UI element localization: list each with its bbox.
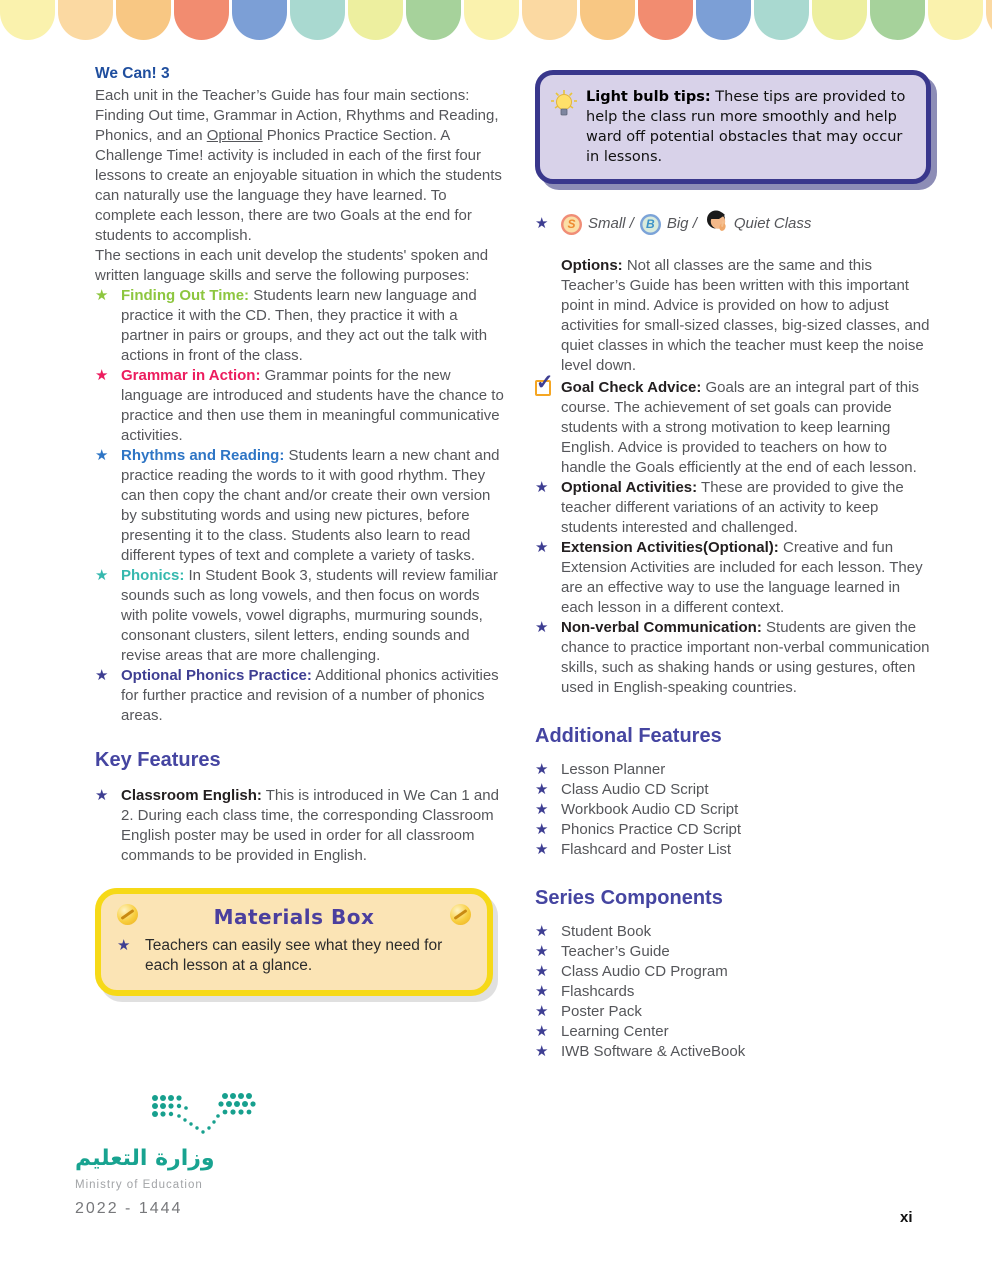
ministry-of-education-logo bbox=[75, 1092, 305, 1219]
scallop-shape bbox=[928, 0, 983, 40]
small-class-icon: S bbox=[561, 214, 582, 235]
star-icon: ★ bbox=[95, 367, 109, 384]
bullet-label: Non-verbal Communication: bbox=[561, 619, 762, 636]
star-icon: ★ bbox=[535, 1043, 549, 1060]
list-item bbox=[535, 800, 933, 820]
star-icon: ★ bbox=[95, 667, 109, 684]
list-item bbox=[535, 760, 933, 780]
section-label: Rhythms and Reading: bbox=[121, 447, 285, 464]
list-item bbox=[535, 478, 933, 538]
component-item-text: IWB Software & ActiveBook bbox=[561, 1043, 746, 1060]
component-item-text: Student Book bbox=[561, 923, 652, 940]
moe-logo-dots-icon bbox=[125, 1092, 265, 1140]
small-class-label: Small / bbox=[588, 215, 634, 232]
star-icon: ★ bbox=[117, 937, 131, 954]
star-icon: ★ bbox=[535, 943, 549, 960]
page-number: xi bbox=[900, 1209, 913, 1226]
bullet-text: Students are given the chance to practice important non-verbal communication skills, such as shaking hands or using gestures, often used in English-speaking countries. bbox=[561, 619, 930, 696]
left-column bbox=[95, 64, 507, 1062]
list-item bbox=[95, 286, 507, 366]
ministry-english-name: Ministry of Education bbox=[75, 1179, 203, 1191]
list-item bbox=[535, 942, 933, 962]
page-title: We Can! 3 bbox=[95, 65, 170, 82]
quiet-class-label: Quiet Class bbox=[733, 215, 812, 232]
bullet-text: Creative and fun Extension Activities are included for each lesson. They are an effective way to use the language learned in each lesson in a different context. bbox=[561, 539, 923, 616]
feature-item-text: Lesson Planner bbox=[561, 761, 666, 778]
feature-item-text: Workbook Audio CD Script bbox=[561, 801, 739, 818]
materials-box-title: Materials Box bbox=[213, 905, 375, 929]
section-label: Optional Phonics Practice: bbox=[121, 667, 312, 684]
checkbox-check-icon: ✓ bbox=[536, 371, 554, 394]
tips-label: Light bulb tips: bbox=[586, 89, 711, 105]
top-scallop-border bbox=[0, 0, 992, 44]
light-bulb-icon bbox=[550, 87, 580, 167]
section-label: Phonics: bbox=[121, 567, 185, 584]
section-text: Additional phonics activities for further practice and revision of a number of phonics areas. bbox=[121, 667, 499, 724]
tips-text: These tips are provided to help the class run more smoothly and help ward off potential obstacles that may occur in lessons. bbox=[586, 89, 906, 165]
star-icon: ★ bbox=[535, 1003, 549, 1020]
big-class-icon: B bbox=[640, 214, 661, 235]
options-label: Options: bbox=[561, 257, 623, 274]
scallop-shape bbox=[406, 0, 461, 40]
right-bullets-list bbox=[535, 478, 933, 698]
star-icon: ★ bbox=[95, 447, 109, 464]
series-components-heading: Series Components bbox=[535, 887, 723, 909]
list-item bbox=[95, 786, 507, 866]
scallop-shape bbox=[870, 0, 925, 40]
intro-text-3: The sections in each unit develop the students' spoken and written language skills and serve the following purposes: bbox=[95, 247, 489, 284]
feature-item-text: Class Audio CD Script bbox=[561, 781, 709, 798]
list-item bbox=[535, 618, 933, 698]
list-item bbox=[535, 962, 933, 982]
section-label: Grammar in Action: bbox=[121, 367, 261, 384]
right-column bbox=[535, 64, 933, 1062]
bullet-label: Optional Activities: bbox=[561, 479, 698, 496]
star-icon: ★ bbox=[535, 821, 549, 838]
big-class-label: Big / bbox=[666, 215, 697, 232]
star-icon: ★ bbox=[535, 963, 549, 980]
scallop-shape bbox=[0, 0, 55, 40]
scallop-shape bbox=[290, 0, 345, 40]
star-icon: ★ bbox=[535, 983, 549, 1000]
list-item bbox=[535, 538, 933, 618]
component-item-text: Flashcards bbox=[561, 983, 635, 1000]
screw-icon bbox=[450, 904, 471, 925]
list-item bbox=[535, 922, 933, 942]
section-label: Finding Out Time: bbox=[121, 287, 250, 304]
scallop-shape bbox=[580, 0, 635, 40]
feature-text: This is introduced in We Can 1 and 2. During each class time, the corresponding Classroom English poster may be used in order for all classroom commands to be provided in English. bbox=[121, 787, 499, 864]
star-icon: ★ bbox=[535, 761, 549, 778]
list-item bbox=[535, 982, 933, 1002]
component-item-text: Poster Pack bbox=[561, 1003, 642, 1020]
key-features-list bbox=[95, 786, 507, 866]
series-components-list bbox=[535, 922, 933, 1062]
list-item bbox=[535, 1042, 933, 1062]
section-text: In Student Book 3, students will review familiar sounds such as long vowels, and then focus on words with polite vowels, vowel digraphs, murmuring sounds, consonant clusters, silent letters, ending sounds and revise areas that are more challenging. bbox=[121, 567, 498, 664]
list-item bbox=[95, 566, 507, 666]
star-icon: ★ bbox=[95, 567, 109, 584]
section-text: Students learn new language and practice it with the CD. Then, they practice it with a partner in pairs or groups, and they act out the talk with actions in front of the class. bbox=[121, 287, 488, 364]
goal-check-label: Goal Check Advice: bbox=[561, 379, 702, 396]
quiet-class-icon bbox=[705, 210, 729, 238]
section-text: Grammar points for the new language are introduced and students have the chance to practice and then use them in meaningful communicative activities. bbox=[121, 367, 504, 444]
scallop-shape bbox=[696, 0, 751, 40]
intro-paragraph bbox=[95, 86, 507, 286]
bullet-label: Extension Activities(Optional): bbox=[561, 539, 779, 556]
star-icon: ★ bbox=[535, 215, 549, 232]
unit-sections-list bbox=[95, 286, 507, 726]
star-icon: ★ bbox=[535, 841, 549, 858]
intro-text-1: Each unit in the Teacher’s Guide has four main sections: Finding Out time, Grammar in Action, Rhythms and Reading, Phonics, and an bbox=[95, 87, 499, 144]
scallop-shape bbox=[116, 0, 171, 40]
list-item bbox=[535, 780, 933, 800]
star-icon: ★ bbox=[535, 781, 549, 798]
key-features-heading: Key Features bbox=[95, 749, 221, 771]
list-item bbox=[535, 820, 933, 840]
additional-features-heading: Additional Features bbox=[535, 725, 722, 747]
feature-item-text: Phonics Practice CD Script bbox=[561, 821, 742, 838]
class-size-legend bbox=[535, 210, 933, 238]
options-paragraph bbox=[561, 256, 933, 376]
component-item-text: Teacher’s Guide bbox=[561, 943, 670, 960]
component-item-text: Learning Center bbox=[561, 1023, 669, 1040]
options-text: Not all classes are the same and this Teacher’s Guide has been written with this important point in mind. Advice is provided on how to adjust activities for small-sized classes, big-sized classes, and quiet classes in which the teacher must keep the noise level down. bbox=[561, 257, 930, 374]
scallop-shape bbox=[232, 0, 287, 40]
star-icon: ★ bbox=[535, 479, 549, 496]
light-bulb-tips-box bbox=[535, 70, 931, 184]
list-item bbox=[95, 366, 507, 446]
edition-years: 2022 - 1444 bbox=[75, 1200, 183, 1217]
list-item bbox=[95, 666, 507, 726]
bullet-text: These are provided to give the teacher different variations of an activity to keep students interested and challenged. bbox=[561, 479, 904, 536]
feature-item-text: Flashcard and Poster List bbox=[561, 841, 732, 858]
scallop-shape bbox=[638, 0, 693, 40]
star-icon: ★ bbox=[95, 787, 109, 804]
ministry-arabic-name: وزارة التعليم bbox=[75, 1146, 215, 1171]
scallop-shape bbox=[174, 0, 229, 40]
star-icon: ★ bbox=[95, 287, 109, 304]
star-icon: ★ bbox=[535, 619, 549, 636]
intro-text-2: Phonics Practice Section. A Challenge Time! activity is included in each of the first four lessons to create an enjoyable situation in which the students can naturally use the language they have learned. To complete each lesson, there are two Goals at the end for students to accomplish. bbox=[95, 127, 502, 244]
list-item bbox=[535, 1022, 933, 1042]
star-icon: ★ bbox=[535, 1023, 549, 1040]
scallop-shape bbox=[348, 0, 403, 40]
list-item bbox=[95, 446, 507, 566]
scallop-shape bbox=[812, 0, 867, 40]
star-icon: ★ bbox=[535, 923, 549, 940]
component-item-text: Class Audio CD Program bbox=[561, 963, 728, 980]
scallop-shape bbox=[986, 0, 992, 40]
additional-features-list bbox=[535, 760, 933, 860]
goal-check-advice-item bbox=[535, 371, 933, 478]
screw-icon bbox=[117, 904, 138, 925]
goal-check-text: Goals are an integral part of this course. The achievement of set goals can provide students with a strong motivation to keep learning English. Advice is provided to teachers on how to handle the Goals efficiently at the end of each lesson. bbox=[561, 379, 919, 476]
page-body bbox=[95, 64, 933, 1062]
scallop-shape bbox=[58, 0, 113, 40]
scallop-shape bbox=[464, 0, 519, 40]
feature-label: Classroom English: bbox=[121, 787, 262, 804]
materials-box bbox=[95, 888, 493, 996]
list-item bbox=[535, 840, 933, 860]
intro-underlined-word: Optional bbox=[206, 127, 263, 144]
materials-box-text: Teachers can easily see what they need for each lesson at a glance. bbox=[145, 937, 443, 974]
scallop-shape bbox=[754, 0, 809, 40]
list-item bbox=[535, 1002, 933, 1022]
scallop-shape bbox=[522, 0, 577, 40]
section-text: Students learn a new chant and practice reading the words to it with good rhythm. They can then copy the chant and/or create their own version by substituting words and using new pictures, before presenting it to the class. Students also learn to read different types of text and complete a variety of tasks. bbox=[121, 447, 500, 564]
star-icon: ★ bbox=[535, 539, 549, 556]
star-icon: ★ bbox=[535, 801, 549, 818]
materials-box-item bbox=[117, 936, 471, 976]
